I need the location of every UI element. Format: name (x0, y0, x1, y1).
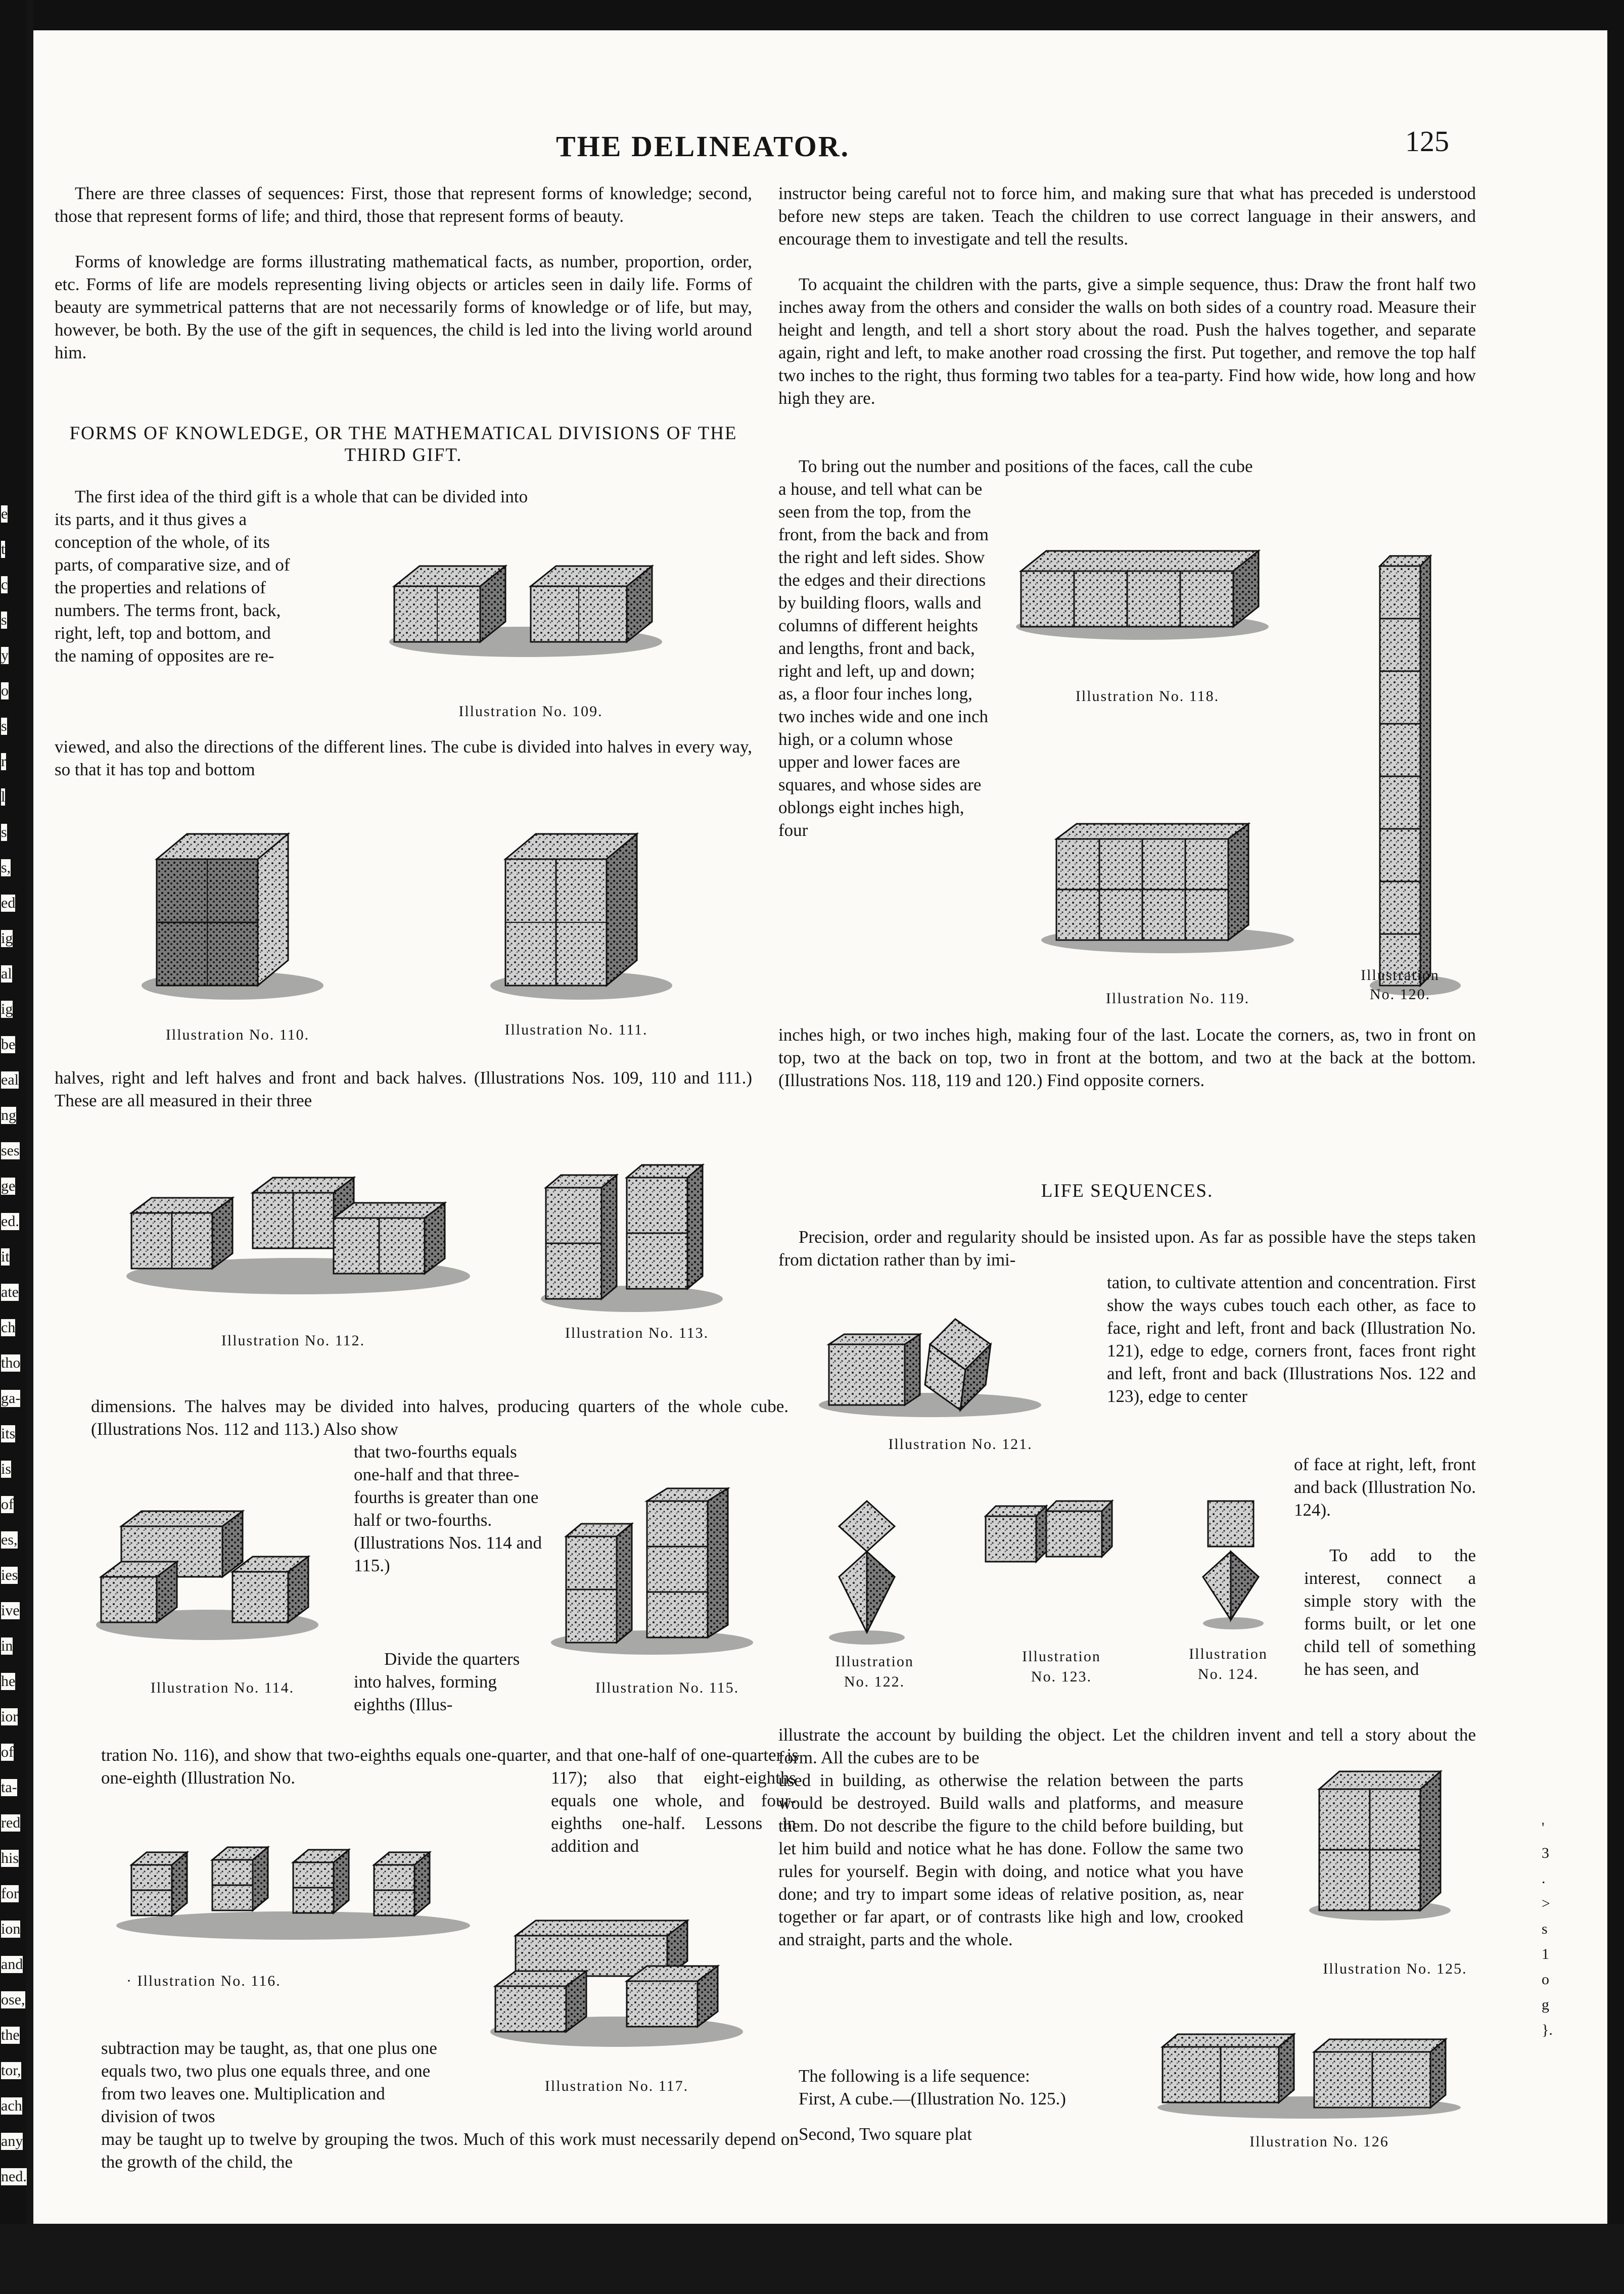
left-edge-fragment: s (1, 824, 7, 840)
caption-illustration-117: Illustration No. 117. (544, 2078, 689, 2094)
caption-illustration-112: Illustration No. 112. (221, 1332, 365, 1349)
caption-illustration-111: Illustration No. 111. (504, 1021, 648, 1038)
corners-text: inches high, or two inches high, making four of the last. Locate the corners, as, two in front on top, two at the back on top, two in front at the bottom, and two at the back at the bottom. (Illustrations Nos. 118, 119 and 120.) Find opposite corners. (778, 1025, 1476, 1090)
caption-illustration-122-b: No. 122. (844, 1673, 905, 1690)
left-edge-fragment: his (1, 1850, 19, 1866)
binding-rule (26, 0, 33, 2294)
caption-illustration-120-b: No. 120. (1369, 986, 1431, 1003)
left-edge-fragment: is (1, 1461, 12, 1477)
subtraction-text: subtraction may be taught, as, that one plus one equals two, two plus one equals three, and one from two leaves one. Multiplication and division of twos (101, 2038, 437, 2126)
left-edge-fragment: r (1, 753, 6, 770)
left-edge-fragment: ga- (1, 1390, 21, 1407)
caption-illustration-124-a: Illustration (1189, 1646, 1268, 1662)
illustration-117 (485, 1915, 748, 2054)
illustration-122 (824, 1496, 910, 1650)
right-edge-fragment: ' (1542, 1819, 1545, 1836)
left-edge-fragment: ed. (1, 1213, 19, 1230)
illustration-113 (536, 1157, 728, 1322)
illustration-116 (111, 1824, 475, 1948)
caption-illustration-125: Illustration No. 125. (1323, 1960, 1467, 1977)
right-edge-fragment: o (1542, 1971, 1549, 1988)
left-page-fragments (0, 0, 26, 2224)
left-edge-fragment: the (1, 2027, 20, 2043)
magazine-page (30, 30, 1607, 2224)
left-edge-fragment: ive (1, 1602, 20, 1619)
caption-illustration-122-a: Illustration (835, 1653, 914, 1670)
caption-illustration-124-b: No. 124. (1197, 1666, 1259, 1682)
left-edge-fragment: ng (1, 1107, 16, 1123)
life-sequence-second: Second, Two square plat (799, 2124, 972, 2144)
illustration-118 (1011, 536, 1274, 649)
left-edge-fragment: ses (1, 1142, 20, 1159)
caption-illustration-123-b: No. 123. (1031, 1668, 1092, 1685)
right-edge-fragment: 1 (1542, 1946, 1549, 1962)
left-edge-fragment: eal (1, 1071, 19, 1088)
caption-illustration-126: Illustration No. 126 (1249, 2133, 1389, 2150)
caption-illustration-113: Illustration No. 113. (565, 1325, 709, 1341)
life-sequence-intro: The following is a life sequence: (799, 2066, 1030, 2086)
caption-illustration-110: Illustration No. 110. (165, 1026, 310, 1043)
cube-halves-text: viewed, and also the directions of the different lines. The cube is divided into halves in every way, so that it has top and bottom (55, 737, 752, 779)
left-edge-fragment: he (1, 1673, 16, 1690)
left-edge-fragment: ate (1, 1284, 19, 1300)
left-edge-fragment: t (1, 541, 6, 557)
forms-paragraph: Forms of knowledge are forms illustrating mathematical facts, as number, proportion, order, etc. Forms of life are models representing living objects or articles seen in daily life. Forms of beauty are symmetrical patterns that are not necessarily forms of knowledge or of life, but may, however, be both. By the use of the gift in sequences, the child is led into the living world around him. (55, 252, 752, 362)
left-edge-fragment: ed (1, 895, 16, 911)
left-edge-fragment: o (1, 682, 9, 699)
twos-text: may be taught up to twelve by grouping the twos. Much of this work must necessarily depend on the growth of the child, the (101, 2129, 799, 2172)
left-edge-fragment: ge (1, 1178, 16, 1194)
illustration-110 (136, 819, 329, 1008)
caption-illustration-123-a: Illustration (1022, 1648, 1101, 1665)
caption-illustration-119: Illustration No. 119. (1105, 990, 1250, 1007)
left-edge-fragment: of (1, 1744, 14, 1760)
life-sequence-first: First, A cube.—(Illustration No. 125.) (799, 2089, 1066, 2109)
left-edge-fragment: es, (1, 1531, 18, 1548)
caption-illustration-115: Illustration No. 115. (595, 1679, 739, 1696)
right-edge-fragment: > (1542, 1895, 1550, 1912)
illustration-119 (1036, 809, 1299, 963)
illustration-114 (91, 1496, 323, 1650)
left-edge-fragment: any (1, 2133, 23, 2149)
cubes-touch-text: tation, to cultivate attention and concentration. First show the ways cubes touch each other, as face to face, right and left, front and back (Illustration No. 121), edge to edge, corners front, faces front right and left, front and back (Illustrations Nos. 122 and 123), edge to center (1107, 1273, 1476, 1406)
illustration-126 (1152, 2022, 1466, 2125)
right-edge-fragment: s (1542, 1921, 1548, 1937)
left-edge-fragment: be (1, 1036, 16, 1053)
left-edge-fragment: tor, (1, 2062, 21, 2079)
fourths-text: that two-fourths equals one-half and that three-fourths is greater than one half or two-fourths. (Illustrations Nos. 114 and 115.) (354, 1442, 542, 1575)
story-text: To add to the interest, connect a simple story with the forms built, or let one child tell of something he has seen, and (1304, 1546, 1476, 1679)
right-page-fragments (1542, 1819, 1562, 2072)
section-heading-forms-of-knowledge: FORMS OF KNOWLEDGE, OR THE MATHEMATICAL DIVISIONS OF THE THIRD GIFT. (69, 423, 737, 465)
eight-eighths-text: 117); also that eight-eighths equals one whole, and four-eighths one-half. Lessons in addition and (551, 1768, 796, 1856)
one-eighth-text: tration No. 116), and show that two-eighths equals one-quarter, and that one-half of one-quarter is one-eighth (Illustration No. (101, 1745, 799, 1788)
page-number: 125 (1405, 125, 1449, 158)
right-edge-fragment: g (1542, 1996, 1549, 2013)
left-edge-fragment: it (1, 1248, 10, 1265)
left-edge-fragment: and (1, 1956, 23, 1973)
left-edge-fragment: ion (1, 1921, 21, 1937)
left-edge-fragment: s, (1, 859, 11, 876)
edge-center-text: of face at right, left, front and back (Illustration No. 124). (1294, 1455, 1476, 1520)
left-edge-fragment: ies (1, 1567, 18, 1583)
faces-intro: To bring out the number and positions of the faces, call the cube (799, 456, 1253, 476)
left-edge-fragment: ch (1, 1319, 16, 1336)
left-edge-fragment: l (1, 788, 6, 805)
instructor-paragraph: instructor being careful not to force him, and making sure that what has preceded is understood before new steps are taken. Teach the children to use correct language in their answers, and encourage them to investigate and tell the results. (778, 183, 1476, 249)
quarters-text: dimensions. The halves may be divided into halves, producing quarters of the whole cube. (Illustrations Nos. 112 and 113.) Also show (91, 1396, 788, 1439)
left-edge-fragment: s (1, 612, 7, 628)
left-edge-fragment: ior (1, 1708, 18, 1725)
illustration-112 (121, 1167, 475, 1301)
left-edge-fragment: tho (1, 1354, 21, 1371)
right-edge-fragment: 3 (1542, 1845, 1549, 1861)
caption-illustration-116: · Illustration No. 116. (126, 1973, 281, 1989)
illustration-123 (981, 1496, 1132, 1574)
section-heading-life-sequences: LIFE SEQUENCES. (1041, 1181, 1214, 1201)
left-edge-fragment: ta- (1, 1779, 17, 1796)
left-edge-fragment: ose, (1, 1991, 25, 2008)
illustration-124 (1198, 1491, 1269, 1635)
left-edge-fragment: in (1, 1637, 13, 1654)
third-gift-text: its parts, and it thus gives a conception of the whole, of its parts, of comparative size, and of the properties and relations of numbers. The terms front, back, right, left, top and bottom, and the naming of opposites are re- (55, 509, 290, 666)
left-edge-fragment: red (1, 1814, 21, 1831)
left-edge-fragment: y (1, 647, 9, 664)
left-edge-fragment: al (1, 965, 12, 982)
three-dimensions-text: halves, right and left halves and front and back halves. (Illustrations Nos. 109, 110 and 111.) These are all measured in their three (55, 1068, 752, 1110)
illustration-111 (485, 819, 677, 1008)
precision-text: Precision, order and regularity should be insisted upon. As far as possible have the steps taken from dictation rather than by imi- (778, 1227, 1476, 1270)
illustration-115 (546, 1486, 758, 1665)
left-edge-fragment: its (1, 1425, 16, 1442)
faces-text: a house, and tell what can be seen from the top, from the front, from the back and from the right and left sides. Show the edges and their directions by building floors, walls and columns of different heights and lengths, front and back, right and left, up and down; as, a floor four inches long, two inches wide and one inch high, or a column whose upper and lower faces are squares, and whose sides are oblongs eight inches high, four (778, 479, 989, 840)
building-rules-text: used in building, as otherwise the relation between the parts would be destroyed. Build walls and platforms, and measure them. Do not describe the figure to the child before building, but let him build and notice what he has done. Follow the same two rules for yourself. Begin with doing, and notice what you have done; and try to impart some ideas of relative position, as, near together or far apart, or of contrasts like high and low, crooked and straight, parts and the whole. (778, 1770, 1243, 1949)
illustration-120 (1365, 546, 1466, 1003)
caption-illustration-109: Illustration No. 109. (458, 703, 603, 720)
right-edge-fragment: . (1542, 1870, 1546, 1887)
magazine-title: THE DELINEATOR. (556, 130, 850, 163)
left-edge-fragment: for (1, 1885, 19, 1902)
left-edge-fragment: s (1, 718, 7, 734)
caption-illustration-118: Illustration No. 118. (1075, 688, 1220, 705)
caption-illustration-114: Illustration No. 114. (150, 1679, 295, 1696)
third-gift-intro: The first idea of the third gift is a whole that can be divided into (75, 487, 528, 506)
caption-illustration-120-a: Illustration (1361, 967, 1440, 984)
left-edge-fragment: ig (1, 1001, 13, 1017)
left-edge-fragment: e (1, 505, 8, 522)
right-edge-fragment: }. (1542, 2022, 1553, 2038)
left-edge-fragment: c (1, 576, 8, 593)
eighths-text: Divide the quarters into halves, forming eighths (Illus- (354, 1649, 520, 1714)
illustrate-account-text: illustrate the account by building the object. Let the children invent and tell a story about the form. All the cubes are to be (778, 1725, 1476, 1767)
caption-illustration-121: Illustration No. 121. (888, 1436, 1033, 1453)
scan-shadow (0, 2224, 1624, 2294)
illustration-121 (809, 1314, 1051, 1428)
left-edge-fragment: ned. (1, 2168, 27, 2185)
left-edge-fragment: of (1, 1496, 14, 1513)
left-edge-fragment: ig (1, 930, 13, 947)
illustration-109 (384, 546, 667, 665)
left-edge-fragment: ach (1, 2097, 22, 2114)
intro-paragraph: There are three classes of sequences: First, those that represent forms of knowledge; second, those that represent forms of life; and third, those that represent forms of beauty. (55, 183, 752, 226)
illustration-125 (1304, 1759, 1456, 1928)
parts-sequence-paragraph: To acquaint the children with the parts, give a simple sequence, thus: Draw the front half two inches away from the others and consider the walls on both sides of a country road. Measure their height and length, and tell a short story about the road. Push the halves together, and separate again, right and left, to make another road crossing the first. Put together, and remove the top half two inches to the right, thus forming two tables for a tea-party. Find how wide, how long and how high they are. (778, 274, 1476, 408)
